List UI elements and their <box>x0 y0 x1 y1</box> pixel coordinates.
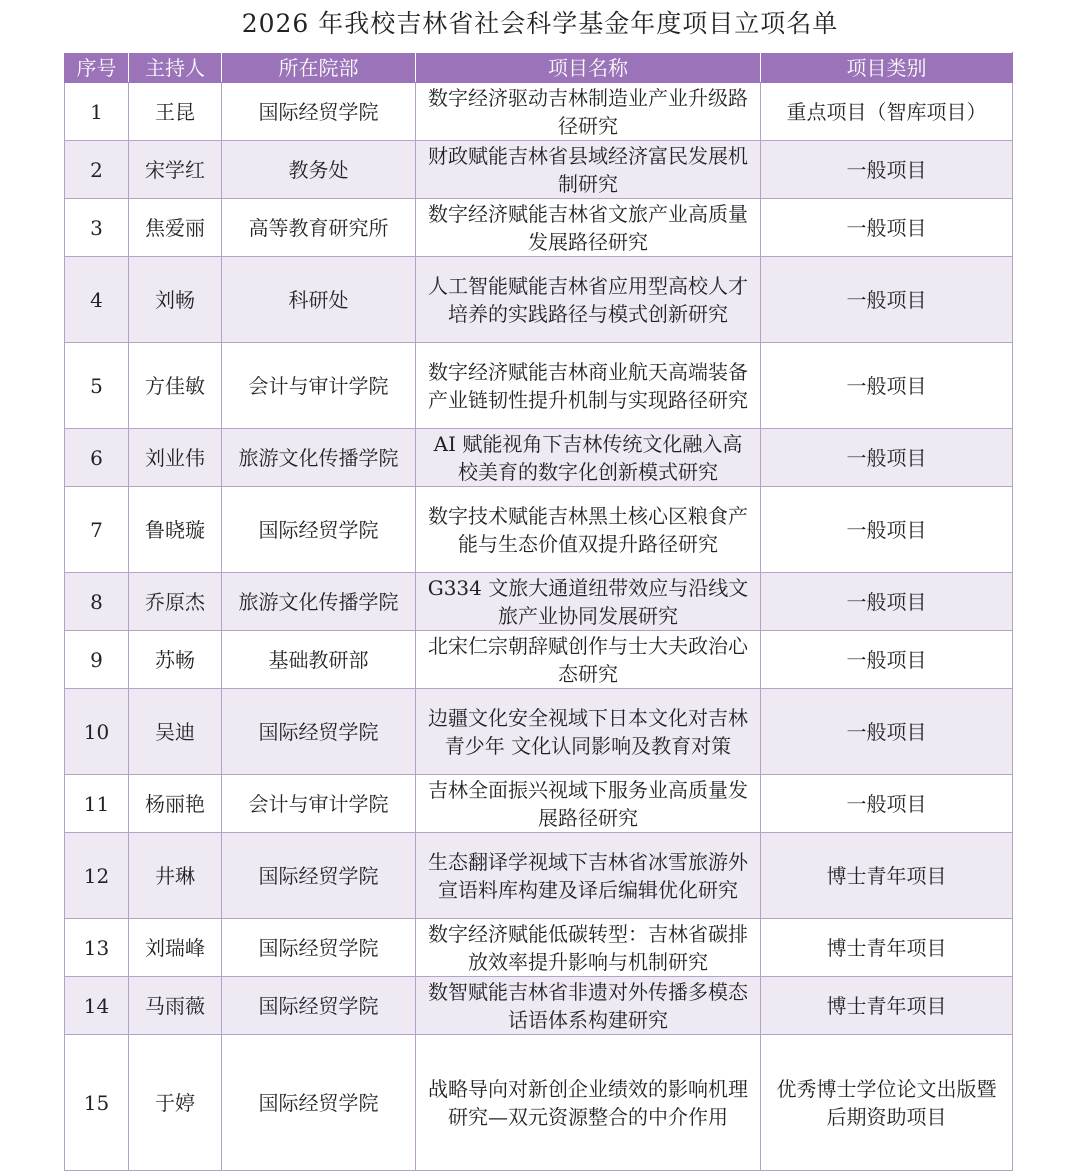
cell-project-name: 数字经济赋能吉林省文旅产业高质量发展路径研究 <box>416 199 761 257</box>
cell-no: 8 <box>65 573 129 631</box>
cell-leader: 刘瑞峰 <box>129 919 222 977</box>
cell-leader: 刘畅 <box>129 257 222 343</box>
cell-no: 13 <box>65 919 129 977</box>
cell-dept: 国际经贸学院 <box>222 1035 416 1171</box>
cell-project-name: 吉林全面振兴视域下服务业高质量发展路径研究 <box>416 775 761 833</box>
table-row <box>65 919 1013 977</box>
cell-leader: 鲁晓璇 <box>129 487 222 573</box>
page-title: 2026 年我校吉林省社会科学基金年度项目立项名单 <box>241 9 839 38</box>
cell-no: 10 <box>65 689 129 775</box>
table-row <box>65 775 1013 833</box>
cell-project-name: 北宋仁宗朝辞赋创作与士大夫政治心态研究 <box>416 631 761 689</box>
cell-project-name: G334 文旅大通道纽带效应与沿线文旅产业协同发展研究 <box>416 573 761 631</box>
table-row <box>65 83 1013 141</box>
cell-project-name: 数字经济赋能低碳转型：吉林省碳排放效率提升影响与机制研究 <box>416 919 761 977</box>
cell-category: 一般项目 <box>761 775 1013 833</box>
table-row <box>65 199 1013 257</box>
table-row <box>65 257 1013 343</box>
cell-leader: 乔原杰 <box>129 573 222 631</box>
cell-category: 一般项目 <box>761 689 1013 775</box>
cell-category: 一般项目 <box>761 257 1013 343</box>
cell-dept: 会计与审计学院 <box>222 343 416 429</box>
table-row <box>65 487 1013 573</box>
cell-leader: 焦爱丽 <box>129 199 222 257</box>
cell-project-name: 数字经济赋能吉林商业航天高端装备产业链韧性提升机制与实现路径研究 <box>416 343 761 429</box>
cell-dept: 国际经贸学院 <box>222 689 416 775</box>
cell-category: 博士青年项目 <box>761 919 1013 977</box>
cell-category: 一般项目 <box>761 573 1013 631</box>
cell-project-name: AI 赋能视角下吉林传统文化融入高校美育的数字化创新模式研究 <box>416 429 761 487</box>
cell-category: 一般项目 <box>761 199 1013 257</box>
cell-dept: 国际经贸学院 <box>222 487 416 573</box>
cell-no: 3 <box>65 199 129 257</box>
cell-dept: 会计与审计学院 <box>222 775 416 833</box>
cell-dept: 国际经贸学院 <box>222 833 416 919</box>
cell-no: 4 <box>65 257 129 343</box>
cell-no: 11 <box>65 775 129 833</box>
header-project-name: 项目名称 <box>416 53 761 83</box>
table-row <box>65 631 1013 689</box>
table-row <box>65 689 1013 775</box>
cell-project-name: 财政赋能吉林省县域经济富民发展机制研究 <box>416 141 761 199</box>
header-no: 序号 <box>65 53 129 83</box>
cell-leader: 刘业伟 <box>129 429 222 487</box>
cell-project-name: 数字经济驱动吉林制造业产业升级路径研究 <box>416 83 761 141</box>
cell-leader: 宋学红 <box>129 141 222 199</box>
cell-category: 一般项目 <box>761 429 1013 487</box>
cell-category: 一般项目 <box>761 343 1013 429</box>
cell-no: 14 <box>65 977 129 1035</box>
header-category: 项目类别 <box>761 53 1013 83</box>
cell-dept: 国际经贸学院 <box>222 919 416 977</box>
project-table <box>64 52 1013 1171</box>
cell-project-name: 人工智能赋能吉林省应用型高校人才培养的实践路径与模式创新研究 <box>416 257 761 343</box>
table-row <box>65 573 1013 631</box>
cell-category: 重点项目（智库项目） <box>761 83 1013 141</box>
table-row <box>65 141 1013 199</box>
cell-dept: 基础教研部 <box>222 631 416 689</box>
cell-category: 一般项目 <box>761 141 1013 199</box>
cell-leader: 方佳敏 <box>129 343 222 429</box>
table-row <box>65 429 1013 487</box>
cell-project-name: 数智赋能吉林省非遗对外传播多模态话语体系构建研究 <box>416 977 761 1035</box>
cell-dept: 教务处 <box>222 141 416 199</box>
cell-dept: 科研处 <box>222 257 416 343</box>
table-row <box>65 1035 1013 1171</box>
cell-category: 博士青年项目 <box>761 833 1013 919</box>
cell-project-name: 数字技术赋能吉林黑土核心区粮食产能与生态价值双提升路径研究 <box>416 487 761 573</box>
cell-leader: 吴迪 <box>129 689 222 775</box>
cell-leader: 井琳 <box>129 833 222 919</box>
cell-project-name: 战略导向对新创企业绩效的影响机理研究—双元资源整合的中介作用 <box>416 1035 761 1171</box>
cell-category: 一般项目 <box>761 631 1013 689</box>
cell-leader: 于婷 <box>129 1035 222 1171</box>
cell-dept: 旅游文化传播学院 <box>222 429 416 487</box>
cell-project-name: 生态翻译学视域下吉林省冰雪旅游外宣语料库构建及译后编辑优化研究 <box>416 833 761 919</box>
cell-no: 2 <box>65 141 129 199</box>
cell-leader: 王昆 <box>129 83 222 141</box>
cell-category: 优秀博士学位论文出版暨后期资助项目 <box>761 1035 1013 1171</box>
table-row <box>65 977 1013 1035</box>
cell-dept: 旅游文化传播学院 <box>222 573 416 631</box>
cell-dept: 国际经贸学院 <box>222 83 416 141</box>
cell-category: 博士青年项目 <box>761 977 1013 1035</box>
cell-leader: 马雨薇 <box>129 977 222 1035</box>
cell-leader: 杨丽艳 <box>129 775 222 833</box>
cell-no: 7 <box>65 487 129 573</box>
cell-no: 9 <box>65 631 129 689</box>
table-row <box>65 833 1013 919</box>
cell-no: 12 <box>65 833 129 919</box>
cell-project-name: 边疆文化安全视域下日本文化对吉林青少年 文化认同影响及教育对策 <box>416 689 761 775</box>
table-header-row <box>65 53 1013 83</box>
table-row <box>65 343 1013 429</box>
header-leader: 主持人 <box>129 53 222 83</box>
cell-no: 1 <box>65 83 129 141</box>
cell-leader: 苏畅 <box>129 631 222 689</box>
cell-no: 5 <box>65 343 129 429</box>
cell-no: 6 <box>65 429 129 487</box>
cell-no: 15 <box>65 1035 129 1171</box>
header-dept: 所在院部 <box>222 53 416 83</box>
cell-dept: 高等教育研究所 <box>222 199 416 257</box>
cell-category: 一般项目 <box>761 487 1013 573</box>
cell-dept: 国际经贸学院 <box>222 977 416 1035</box>
